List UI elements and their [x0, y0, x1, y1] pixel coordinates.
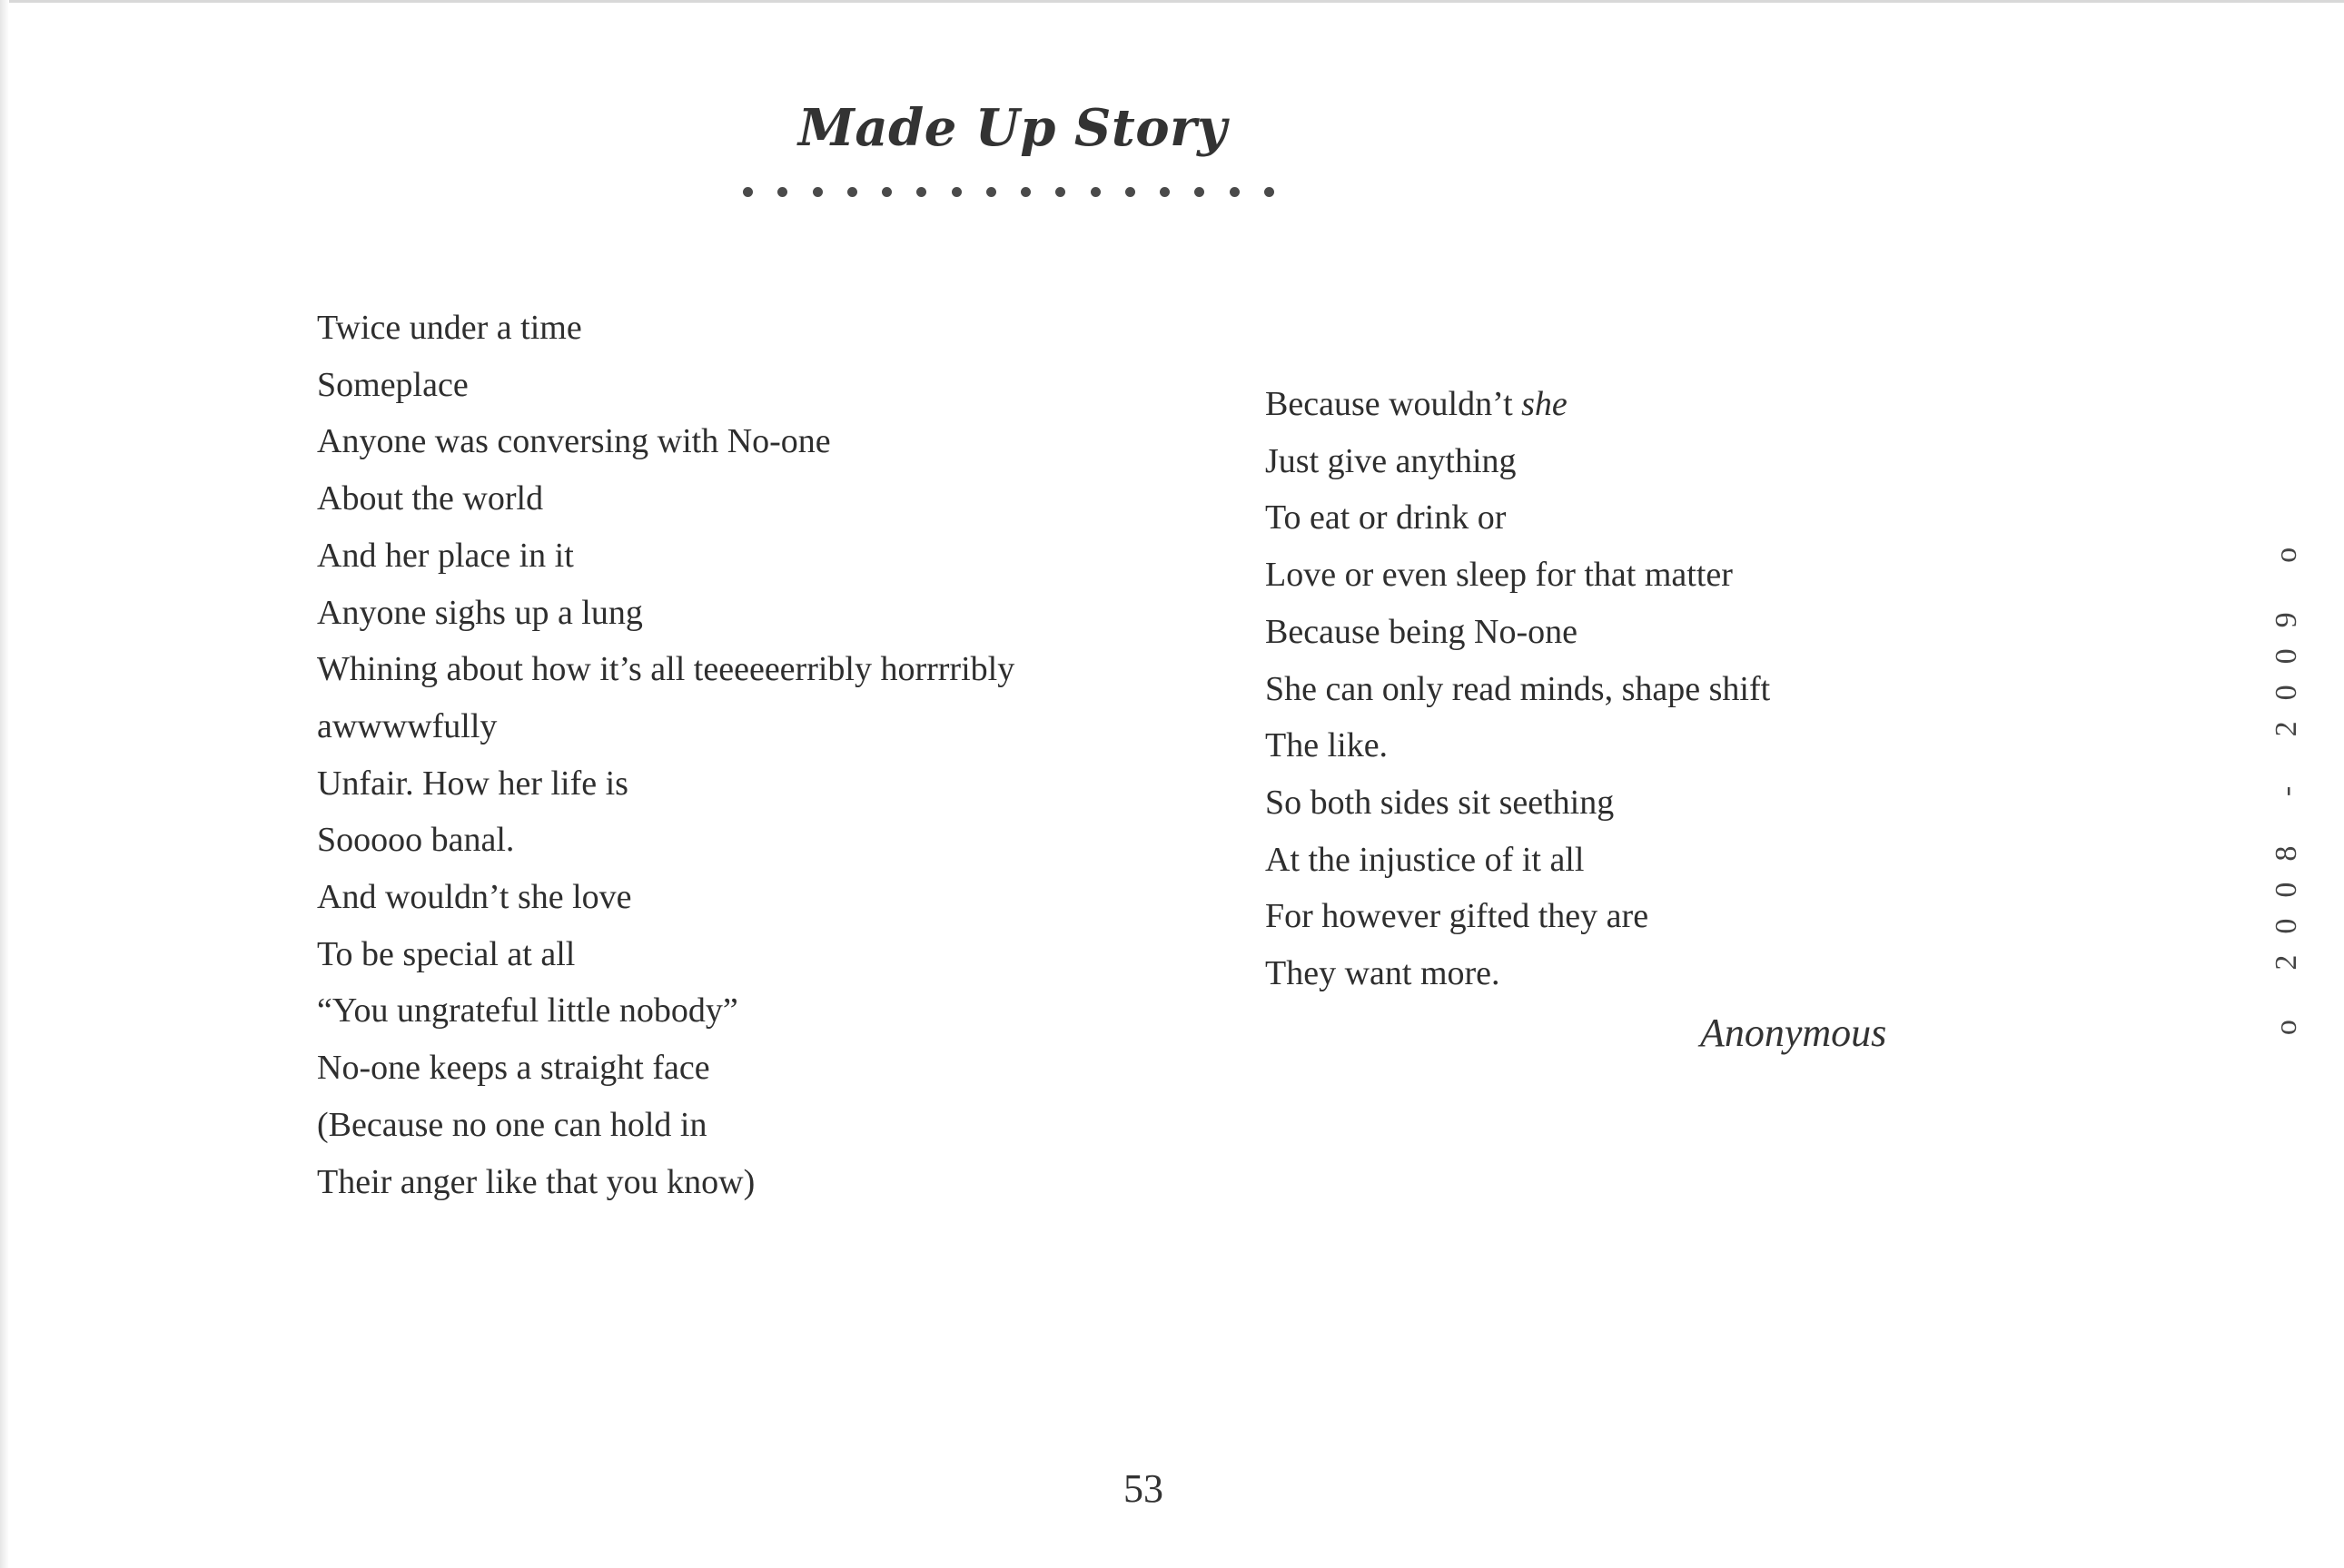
poem-line: Their anger like that you know) — [317, 1162, 756, 1201]
poem-line: Unfair. How her life is — [317, 764, 628, 803]
poem-line: The like. — [1265, 726, 1389, 765]
page-top-edge — [0, 0, 2344, 3]
poem-right-column — [1265, 376, 1770, 1002]
divider-dot — [986, 187, 996, 197]
poem-line — [1265, 376, 1770, 433]
poem-line: Because being No-one — [1265, 612, 1578, 651]
divider-dot — [743, 187, 753, 197]
poem-line: Whining about how it’s all teeeeeerribly horrrribly — [317, 650, 1015, 689]
divider-dot — [1055, 187, 1065, 197]
poem-line: Twice under a time — [317, 309, 582, 347]
poem-line: Someplace — [317, 365, 469, 404]
divider-dot — [882, 187, 892, 197]
divider-dot — [1264, 187, 1274, 197]
poem-line: Just give anything — [1265, 441, 1517, 480]
page-number: 53 — [1123, 1466, 1163, 1511]
divider-dot — [1160, 187, 1170, 197]
divider-dot — [1230, 187, 1240, 197]
title-dot-divider — [743, 184, 1274, 199]
poem-line: No-one keeps a straight face — [317, 1049, 710, 1088]
poem-line: Sooooo banal. — [317, 821, 515, 860]
poem-title: Made Up Story — [797, 98, 1228, 158]
poem-line-emphasis: she — [1521, 385, 1568, 423]
page-binding-shadow — [0, 0, 9, 1568]
divider-dot — [813, 187, 823, 197]
poem-line: She can only read minds, shape shift — [1265, 669, 1771, 708]
divider-dot — [1021, 187, 1031, 197]
poem-line: (Because no one can hold in — [317, 1105, 707, 1144]
divider-dot — [952, 187, 962, 197]
poem-line: Anyone was conversing with No-one — [317, 422, 831, 461]
divider-dot — [847, 187, 857, 197]
poem-line: “You ungrateful little nobody” — [317, 991, 738, 1031]
poem-line: So both sides sit seething — [1265, 783, 1615, 822]
poem-line: About the world — [317, 479, 544, 518]
divider-dot — [1091, 187, 1101, 197]
poem-left-column — [317, 300, 1014, 1210]
poem-line: And her place in it — [317, 536, 574, 575]
poem-line: They want more. — [1265, 954, 1500, 993]
divider-dot — [1194, 187, 1204, 197]
poem-line: At the injustice of it all — [1265, 840, 1585, 879]
divider-dot — [1125, 187, 1135, 197]
vertical-year-text: o 2008 - 2009 o — [2270, 526, 2303, 1036]
divider-dot — [916, 187, 926, 197]
poem-line: awwwwfully — [317, 706, 498, 745]
poem-line-text: Because wouldn’t — [1265, 385, 1522, 423]
poem-line: For however gifted they are — [1265, 897, 1649, 936]
poem-line: To be special at all — [317, 934, 576, 973]
divider-dot — [777, 187, 787, 197]
poem-line: And wouldn’t she love — [317, 878, 632, 917]
poem-line: To eat or drink or — [1265, 498, 1507, 537]
poem-line: Anyone sighs up a lung — [317, 593, 643, 632]
poem-author: Anonymous — [1700, 1011, 1887, 1055]
poem-line: Love or even sleep for that matter — [1265, 556, 1733, 595]
